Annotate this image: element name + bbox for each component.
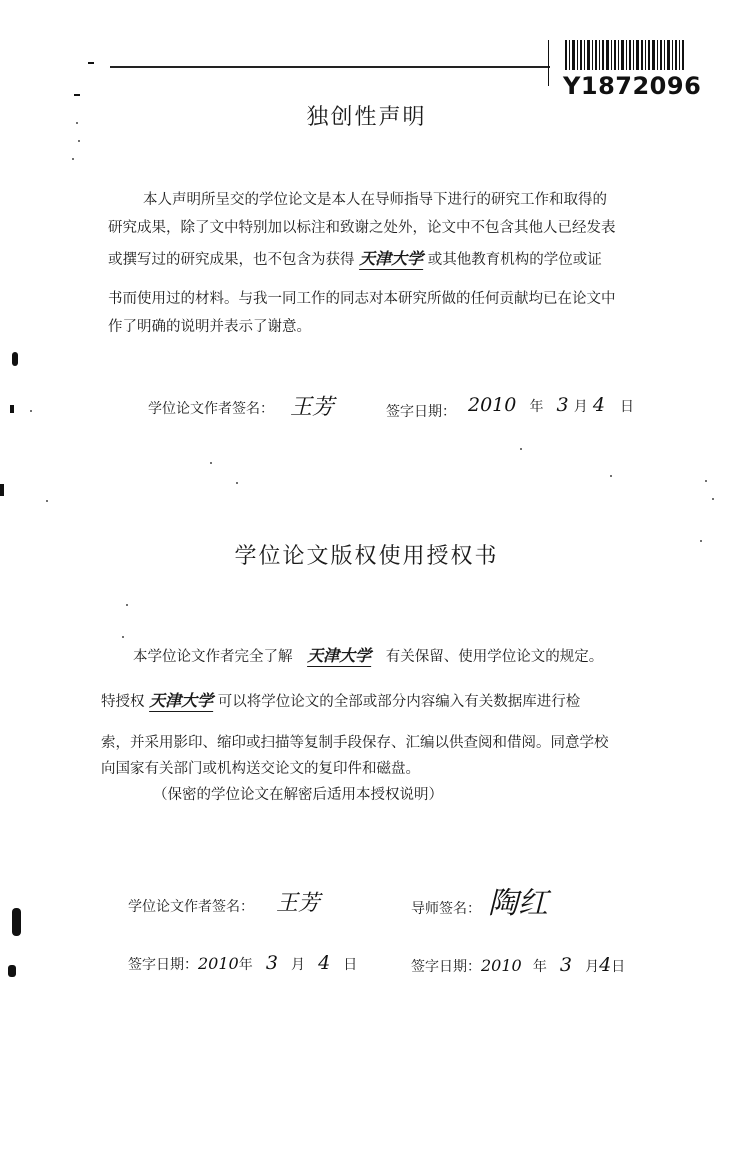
declaration-year-char: 年	[529, 399, 544, 415]
declaration-date-label: 签字日期：	[386, 404, 456, 420]
copyright-advisor-date-month: 3	[559, 954, 572, 976]
declaration-line-4: 书而使用过的材料。与我一同工作的同志对本研究所做的任何贡献均已在论文中	[108, 291, 616, 307]
copyright-author-day-char: 日	[343, 957, 358, 973]
copyright-line-3: 索，并采用影印、缩印或扫描等复制手段保存、汇编以供查阅和借阅。同意学校	[101, 735, 609, 751]
top-rule	[110, 66, 550, 68]
scan-mark-5	[8, 965, 16, 977]
copyright-author-year-char: 年	[238, 957, 253, 973]
copyright-line-1	[133, 642, 603, 671]
scan-mark-7	[88, 62, 94, 64]
copyright-author-date-label: 签字日期：	[128, 957, 198, 973]
copyright-author-date-year: 2010	[198, 954, 239, 973]
declaration-line-3	[108, 245, 602, 274]
copyright-title: 学位论文版权使用授权书	[234, 544, 499, 569]
declaration-author-sig-label: 学位论文作者签名：	[148, 401, 274, 417]
copyright-author-date-day: 4	[318, 952, 331, 974]
declaration-date-month: 3	[556, 394, 569, 416]
copyright-institution-1: 天津大学	[307, 646, 372, 665]
copyright-line-4: 向国家有关部门或机构送交论文的复印件和磁盘。	[101, 761, 420, 777]
scan-mark-4	[12, 908, 21, 936]
scan-mark-6	[74, 94, 80, 96]
copyright-author-signature: 王芳	[276, 891, 321, 916]
scan-mark-1	[12, 352, 18, 366]
copyright-author-month-char: 月	[291, 957, 305, 973]
copyright-line-2-head: 特授权	[101, 694, 145, 710]
declaration-month-char: 月	[573, 399, 588, 415]
copyright-author-date-month: 3	[265, 952, 278, 974]
copyright-line-1-head: 本学位论文作者完全了解	[133, 649, 293, 665]
declaration-title: 独创性声明	[306, 105, 427, 130]
declaration-institution: 天津大学	[359, 249, 424, 268]
declaration-line-1: 本人声明所呈交的学位论文是本人在导师指导下进行的研究工作和取得的	[143, 192, 607, 208]
copyright-note: （保密的学位论文在解密后适用本授权说明）	[153, 787, 443, 803]
barcode-number: Y1872096	[563, 72, 702, 100]
copyright-author-sig-label: 学位论文作者签名：	[128, 899, 254, 915]
copyright-advisor-date-label: 签字日期：	[411, 959, 481, 975]
scan-mark-3	[0, 484, 4, 496]
scan-mark-2	[10, 405, 14, 413]
copyright-advisor-sig-label: 导师签名：	[411, 901, 481, 917]
declaration-date	[468, 394, 634, 416]
copyright-advisor-date-year: 2010	[481, 956, 522, 975]
copyright-advisor-month-char: 月	[585, 959, 600, 975]
copyright-advisor-day-char: 日	[611, 959, 626, 975]
declaration-author-signature: 王芳	[290, 395, 335, 420]
declaration-line-3-head: 或撰写过的研究成果，也不包含为获得	[108, 252, 355, 268]
declaration-day-char: 日	[620, 399, 635, 415]
copyright-advisor-date	[411, 954, 625, 976]
declaration-line-2: 研究成果，除了文中特别加以标注和致谢之处外，论文中不包含其他人已经发表	[108, 220, 616, 236]
copyright-line-2-tail: 可以将学位论文的全部或部分内容编入有关数据库进行检	[217, 694, 581, 710]
declaration-date-day: 4	[592, 394, 605, 416]
copyright-author-date	[128, 952, 357, 974]
scan-mark-8	[548, 40, 549, 86]
declaration-date-year: 2010	[468, 394, 517, 416]
copyright-line-2	[101, 687, 580, 716]
copyright-advisor-date-day: 4	[599, 954, 612, 976]
copyright-advisor-signature: 陶红	[488, 886, 548, 921]
declaration-line-3-tail: 或其他教育机构的学位或证	[427, 252, 602, 268]
declaration-line-5: 作了明确的说明并表示了谢意。	[108, 319, 311, 335]
copyright-line-1-tail: 有关保留、使用学位论文的规定。	[385, 649, 604, 665]
copyright-advisor-year-char: 年	[532, 959, 547, 975]
copyright-institution-2: 天津大学	[149, 691, 214, 710]
